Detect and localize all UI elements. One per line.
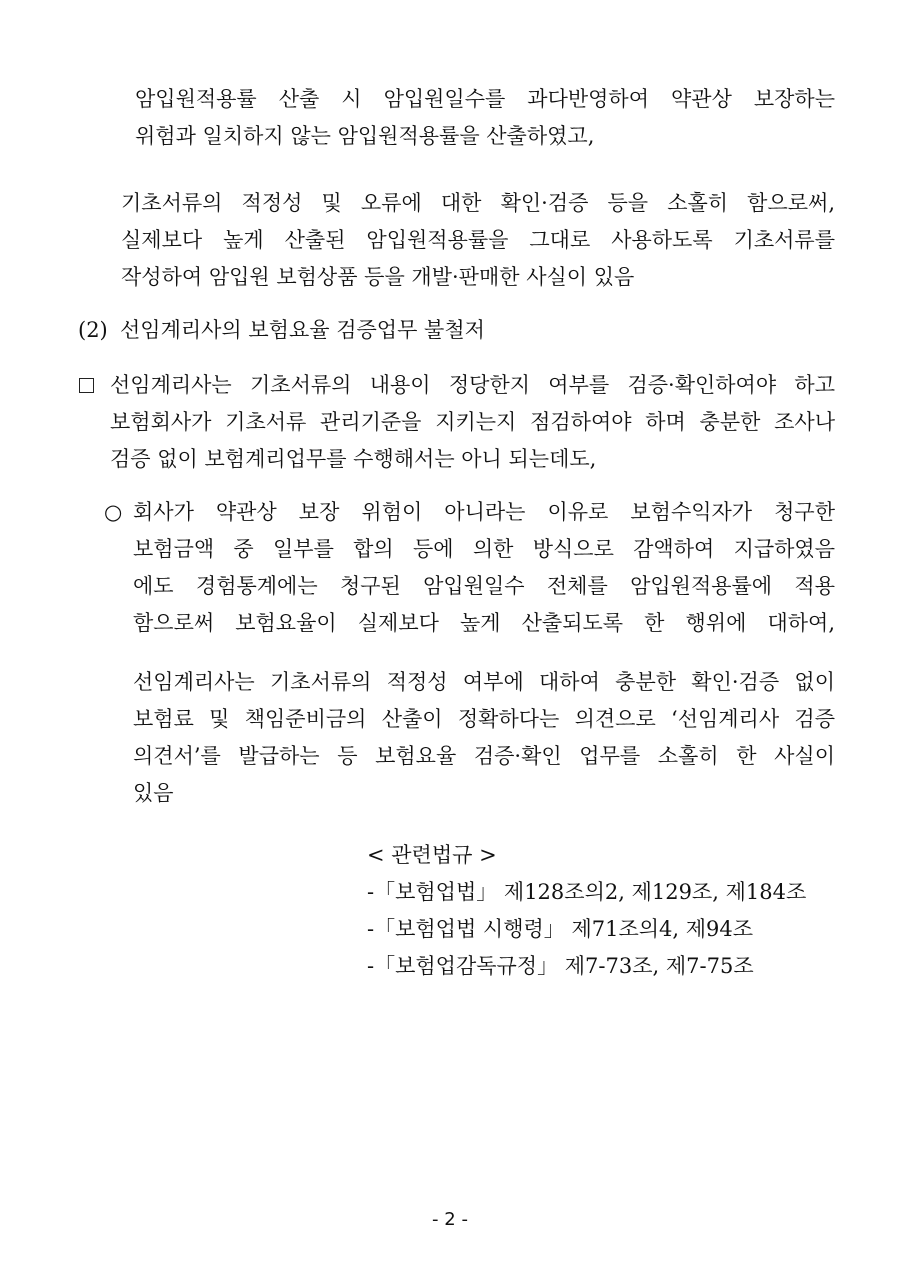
- paragraph-3-line-1: 선임계리사는 기초서류의 내용이 정당한지 여부를 검증·확인하여야 하고: [110, 373, 835, 397]
- paragraph-4-line-2: 보험금액 중 일부를 합의 등에 의한 방식으로 감액하여 지급하였음: [133, 537, 835, 561]
- paragraph-2-line-2: 실제보다 높게 산출된 암입원적용률을 그대로 사용하도록 기초서류를: [121, 228, 835, 252]
- paragraph-4-line-1: 회사가 약관상 보장 위험이 아니라는 이유로 보험수익자가 청구한: [133, 500, 835, 524]
- paragraph-5-line-1: 선임계리사는 기초서류의 적정성 여부에 대하여 충분한 확인·검증 없이: [133, 670, 835, 694]
- regulation-item: -「보험업법」 제128조의2, 제129조, 제184조: [367, 880, 807, 904]
- paragraph-5-line-3: 의견서’를 발급하는 등 보험요율 검증·확인 업무를 소홀히 한 사실이: [133, 744, 835, 768]
- paragraph-5-line-4: 있음: [133, 781, 174, 805]
- circle-bullet-icon: ○: [104, 500, 123, 524]
- checkbox-bullet-icon: [79, 378, 94, 393]
- section-title: 선임계리사의 보험요율 검증업무 불철저: [120, 318, 485, 342]
- paragraph-4-line-3: 에도 경험통계에는 청구된 암입원일수 전체를 암입원적용률에 적용: [133, 574, 835, 598]
- regulations-header: < 관련법규 >: [367, 843, 497, 867]
- section-number: (2): [78, 318, 108, 342]
- paragraph-2-line-3: 작성하여 암입원 보험상품 등을 개발·판매한 사실이 있음: [121, 265, 635, 289]
- regulation-item: -「보험업감독규정」 제7-73조, 제7-75조: [367, 954, 754, 978]
- paragraph-4-line-4: 함으로써 보험요율이 실제보다 높게 산출되도록 한 행위에 대하여,: [133, 611, 835, 635]
- page-number: - 2 -: [432, 1209, 468, 1230]
- paragraph-5-line-2: 보험료 및 책임준비금의 산출이 정확하다는 의견으로 ‘선임계리사 검증: [133, 707, 835, 731]
- paragraph-3-line-3: 검증 없이 보험계리업무를 수행해서는 아니 되는데도,: [110, 447, 597, 471]
- paragraph-1-line-2: 위험과 일치하지 않는 암입원적용률을 산출하였고,: [135, 124, 595, 148]
- paragraph-3-line-2: 보험회사가 기초서류 관리기준을 지키는지 점검하여야 하며 충분한 조사나: [110, 410, 835, 434]
- paragraph-1-line-1: 암입원적용률 산출 시 암입원일수를 과다반영하여 약관상 보장하는: [135, 87, 835, 111]
- regulation-item: -「보험업법 시행령」 제71조의4, 제94조: [367, 917, 754, 941]
- paragraph-2-line-1: 기초서류의 적정성 및 오류에 대한 확인·검증 등을 소홀히 함으로써,: [121, 191, 835, 215]
